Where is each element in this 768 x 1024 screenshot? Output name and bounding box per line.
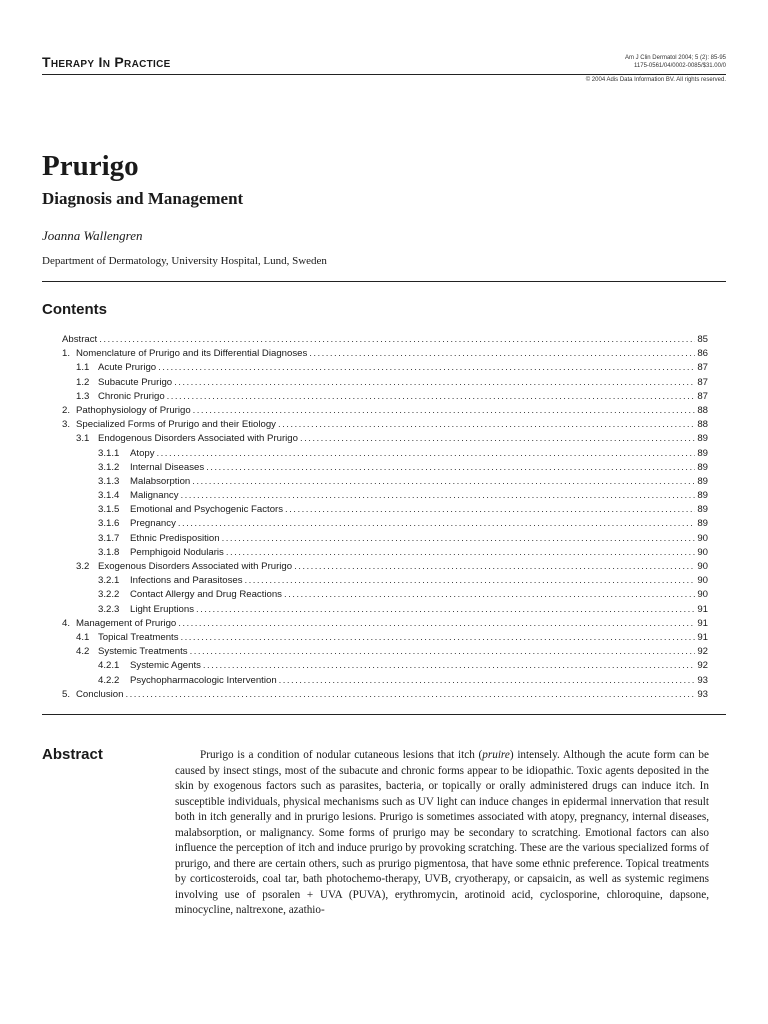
toc-leader-dots — [294, 560, 695, 574]
contents-heading: Contents — [42, 301, 107, 318]
toc-leader-dots — [206, 461, 695, 475]
abstract-text-start: Prurigo is a condition of nodular cutaneous lesions that itch ( — [200, 749, 483, 761]
toc-entry-page: 91 — [697, 631, 708, 643]
toc-entry-label: Emotional and Psychogenic Factors — [130, 504, 284, 516]
toc-entry-label: Exogenous Disorders Associated with Prurigo — [98, 561, 293, 572]
toc-entry[interactable] — [62, 347, 708, 361]
toc-entry-number: 4.1 — [76, 631, 90, 643]
section-kicker: Therapy In Practice — [42, 54, 171, 70]
toc-entry-label: Endogenous Disorders Associated with Prurigo — [98, 433, 298, 445]
toc-entry[interactable] — [62, 404, 708, 418]
toc-leader-dots — [125, 688, 695, 702]
toc-entry-number: 3.1.4 — [98, 490, 120, 502]
toc-entry-page: 87 — [697, 390, 708, 402]
toc-entry-page: 89 — [697, 518, 708, 530]
toc-leader-dots — [178, 517, 695, 531]
toc-leader-dots — [300, 432, 695, 446]
toc-leader-dots — [203, 659, 695, 673]
toc-entry[interactable] — [62, 447, 708, 461]
toc-entry[interactable] — [62, 659, 708, 673]
toc-entry[interactable] — [62, 390, 708, 404]
toc-leader-dots — [222, 532, 696, 546]
toc-entry-number: 2. — [62, 404, 71, 416]
toc-entry[interactable] — [62, 674, 708, 688]
abstract-paragraph — [175, 748, 709, 919]
abstract-heading: Abstract — [42, 746, 103, 763]
toc-leader-dots — [190, 645, 696, 659]
toc-entry[interactable] — [62, 376, 708, 390]
toc-entry-label: Contact Allergy and Drug Reactions — [130, 589, 282, 601]
toc-entry[interactable] — [62, 489, 708, 503]
copyright: © 2004 Adis Data Information BV. All rights reserved. — [585, 77, 726, 83]
toc-entry-label: Topical Treatments — [98, 631, 179, 643]
toc-entry-page: 93 — [697, 674, 708, 686]
toc-leader-dots — [196, 603, 695, 617]
toc-entry-number: 3.1.2 — [98, 461, 120, 473]
toc-entry-label: Nomenclature of Prurigo and its Differential Diagnoses — [76, 348, 308, 360]
toc-entry-number: 5. — [62, 688, 71, 700]
toc-entry-label: Malabsorption — [130, 475, 191, 487]
toc-entry-number: 3.1.1 — [98, 447, 120, 459]
article-subtitle: Diagnosis and Management — [42, 189, 244, 208]
toc-entry-page: 88 — [697, 404, 708, 416]
toc-entry-page: 89 — [697, 433, 708, 445]
section-rule — [42, 281, 726, 282]
toc-entry-page: 90 — [697, 561, 708, 572]
toc-entry-number: 1.3 — [76, 390, 90, 402]
toc-entry-number: 3.2.2 — [98, 589, 120, 601]
toc-leader-dots — [285, 503, 695, 517]
toc-entry-page: 90 — [697, 589, 708, 601]
toc-entry-number: 4.2.2 — [98, 674, 120, 686]
toc-entry[interactable] — [62, 361, 708, 375]
toc-entry-number: 3.2.3 — [98, 603, 120, 615]
toc-entry-number: 1.2 — [76, 376, 90, 388]
toc-entry-page: 92 — [697, 660, 708, 672]
toc-leader-dots — [279, 674, 696, 688]
toc-entry-label: Atopy — [130, 447, 155, 459]
toc-entry-number: 4.2.1 — [98, 660, 120, 672]
toc-entry[interactable] — [62, 475, 708, 489]
toc-entry[interactable] — [62, 603, 708, 617]
toc-entry-page: 92 — [697, 646, 708, 658]
toc-leader-dots — [181, 631, 696, 645]
toc-entry-page: 93 — [697, 688, 708, 700]
toc-entry-label: Pregnancy — [130, 518, 176, 530]
toc-leader-dots — [193, 404, 696, 418]
toc-entry[interactable] — [62, 688, 708, 702]
toc-entry-label: Abstract — [62, 334, 98, 345]
toc-leader-dots — [157, 447, 696, 461]
toc-entry[interactable] — [62, 560, 708, 574]
toc-entry-number: 3.2.1 — [98, 575, 120, 587]
toc-entry[interactable] — [62, 432, 708, 446]
toc-entry[interactable] — [62, 503, 708, 517]
toc-entry-page: 87 — [697, 376, 708, 388]
toc-entry-number: 3.1.3 — [98, 475, 120, 487]
toc-leader-dots — [167, 390, 696, 404]
contents-rule — [42, 714, 726, 715]
toc-entry[interactable] — [62, 461, 708, 475]
toc-entry-page: 90 — [697, 546, 708, 558]
toc-entry[interactable] — [62, 617, 708, 631]
header-rule — [42, 74, 726, 75]
abstract-italic-term: pruire — [482, 749, 510, 761]
toc-entry-page: 85 — [697, 334, 708, 345]
toc-entry-page: 88 — [697, 419, 708, 431]
toc-entry[interactable] — [62, 631, 708, 645]
issn: 1175-0561/04/0002-0085/$31.00/0 — [634, 63, 726, 69]
toc-leader-dots — [192, 475, 695, 489]
toc-entry[interactable] — [62, 645, 708, 659]
toc-entry-label: Infections and Parasitoses — [130, 575, 243, 587]
toc-entry-number: 3.1 — [76, 433, 90, 445]
toc-entry-label: Psychopharmacologic Intervention — [130, 674, 277, 686]
toc-entry-label: Systemic Treatments — [98, 646, 188, 658]
toc-entry-label: Conclusion — [76, 688, 124, 700]
abstract-text-rest: ) intensely. Although the acute form can be caused by insect stings, most of the subacute and chronic forms appear to be idiopathic. Toxic agents deposited in the skin by exogenous factors such as parasites, bacteria, or topically or orally administered drugs can induce itch. In susceptible individuals, physical mechanisms such as UV light can induce changes in epidermal innervation that result both in itch generally and in prurigo lesions. Prurigo is sometimes associated with atopy, pregnancy, internal diseases, malabsorption, or malignancy. Some forms of prurigo may be secondary to scratching. Emotional factors can also influence the perception of itch and induce prurigo by provoking scratching. These are the various specialized forms of prurigo, and there are certain others, such as prurigo pigmentosa, that have some ethnic preference. Topical treatments by corticosteroids, coal tar, bath photochemo-therapy, UVB, cryotherapy, or capsaicin, as well as systemic regimens involving use of psoralen + UVA (PUVA), erythromycin, arotinoid acid, cyclosporine, chloroquine, dapsone, minocycline, naltrexone, azathio- — [175, 749, 709, 916]
toc-entry-label: Acute Prurigo — [98, 362, 157, 374]
toc-entry-page: 89 — [697, 504, 708, 516]
toc-entry-label: Internal Diseases — [130, 461, 205, 473]
toc-entry-label: Specialized Forms of Prurigo and their Etiology — [76, 419, 276, 431]
toc-entry-page: 90 — [697, 575, 708, 587]
toc-entry-label: Ethnic Predisposition — [130, 532, 220, 544]
toc-entry-number: 4.2 — [76, 646, 90, 658]
toc-entry-page: 91 — [697, 603, 708, 615]
author-affiliation: Department of Dermatology, University Hospital, Lund, Sweden — [42, 255, 327, 267]
table-of-contents — [62, 333, 708, 702]
toc-entry-label: Pemphigoid Nodularis — [130, 546, 224, 558]
toc-entry-label: Chronic Prurigo — [98, 390, 165, 402]
author-name: Joanna Wallengren — [42, 228, 143, 243]
toc-entry-page: 89 — [697, 447, 708, 459]
toc-leader-dots — [158, 361, 695, 375]
toc-entry[interactable] — [62, 532, 708, 546]
citation-block — [625, 54, 726, 70]
toc-leader-dots — [226, 546, 695, 560]
toc-entry[interactable] — [62, 588, 708, 602]
toc-leader-dots — [178, 617, 695, 631]
toc-entry-number: 3.1.8 — [98, 546, 120, 558]
toc-entry[interactable] — [62, 333, 708, 347]
toc-entry-number: 3.2 — [76, 561, 90, 572]
toc-entry-number: 3. — [62, 419, 71, 431]
toc-entry-page: 89 — [697, 461, 708, 473]
toc-entry-page: 86 — [697, 348, 708, 360]
toc-entry-page: 91 — [697, 617, 708, 629]
toc-entry-number: 1.1 — [76, 362, 90, 374]
toc-leader-dots — [245, 574, 696, 588]
toc-entry-page: 89 — [697, 475, 708, 487]
toc-leader-dots — [99, 333, 695, 347]
toc-entry-number: 3.1.6 — [98, 518, 120, 530]
toc-entry[interactable] — [62, 546, 708, 560]
toc-entry-number: 3.1.7 — [98, 532, 120, 544]
toc-entry[interactable] — [62, 574, 708, 588]
toc-entry-label: Pathophysiology of Prurigo — [76, 404, 191, 416]
toc-entry-number: 3.1.5 — [98, 504, 120, 516]
toc-entry-label: Malignancy — [130, 490, 179, 502]
toc-leader-dots — [284, 588, 695, 602]
toc-leader-dots — [309, 347, 695, 361]
toc-entry-page: 90 — [697, 532, 708, 544]
citation: Am J Clin Dermatol 2004; 5 (2): 85-95 — [624, 55, 726, 61]
toc-entry-page: 87 — [697, 362, 708, 374]
toc-entry-number: 4. — [62, 617, 71, 629]
toc-entry-label: Subacute Prurigo — [98, 376, 173, 388]
toc-entry-page: 89 — [697, 490, 708, 502]
toc-entry-label: Systemic Agents — [130, 660, 201, 672]
toc-entry-label: Light Eruptions — [130, 603, 194, 615]
toc-leader-dots — [174, 376, 695, 390]
toc-leader-dots — [278, 418, 695, 432]
toc-leader-dots — [181, 489, 696, 503]
toc-entry[interactable] — [62, 517, 708, 531]
toc-entry-number: 1. — [62, 348, 71, 360]
toc-entry[interactable] — [62, 418, 708, 432]
article-title: Prurigo — [42, 150, 139, 182]
toc-entry-label: Management of Prurigo — [76, 617, 177, 629]
